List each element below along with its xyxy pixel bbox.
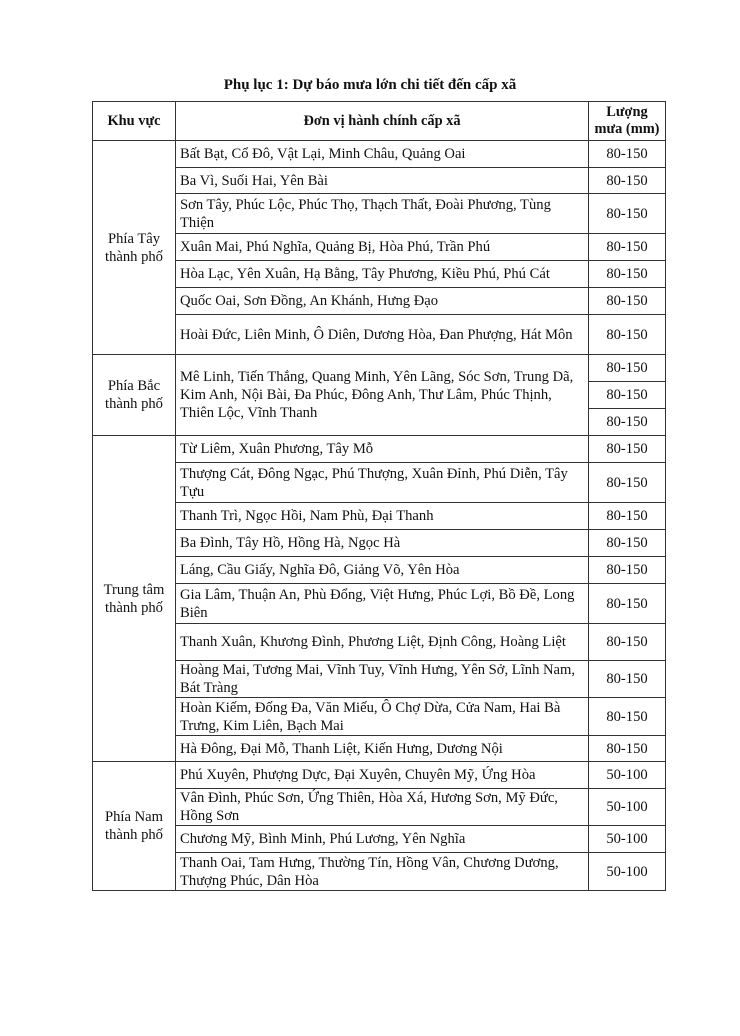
- rain-cell: 80-150: [589, 530, 666, 557]
- region-cell-center: [93, 436, 176, 762]
- unit-cell: Láng, Cầu Giấy, Nghĩa Đô, Giảng Võ, Yên Hòa: [176, 557, 589, 584]
- unit-cell: Thanh Trì, Ngọc Hồi, Nam Phù, Đại Thanh: [176, 503, 589, 530]
- unit-cell: Chương Mỹ, Bình Minh, Phú Lương, Yên Nghĩa: [176, 826, 589, 853]
- unit-cell: Hoàn Kiếm, Đống Đa, Văn Miếu, Ô Chợ Dừa, Cửa Nam, Hai Bà Trưng, Kim Liên, Bạch Mai: [176, 698, 589, 736]
- rain-cell: 80-150: [589, 436, 666, 463]
- region-label-line1: Phía Bắc: [107, 378, 161, 394]
- rain-cell: 80-150: [589, 382, 666, 409]
- rain-cell: 80-150: [589, 463, 666, 503]
- region-cell-south: [93, 762, 176, 891]
- region-label-line1: Phía Nam: [105, 809, 163, 825]
- rain-cell: 80-150: [589, 736, 666, 762]
- rain-cell: 80-150: [589, 698, 666, 736]
- unit-cell: Ba Đình, Tây Hồ, Hồng Hà, Ngọc Hà: [176, 530, 589, 557]
- rain-cell: 80-150: [589, 194, 666, 234]
- region-label-line2: thành phố: [105, 396, 163, 412]
- rain-cell: 80-150: [589, 141, 666, 168]
- table-row: [93, 168, 666, 194]
- unit-cell: Gia Lâm, Thuận An, Phù Đổng, Việt Hưng, Phúc Lợi, Bồ Đề, Long Biên: [176, 584, 589, 624]
- unit-cell: Quốc Oai, Sơn Đồng, An Khánh, Hưng Đạo: [176, 288, 589, 315]
- rain-cell: 80-150: [589, 261, 666, 288]
- rain-cell: 80-150: [589, 557, 666, 584]
- region-label-line2: thành phố: [105, 827, 163, 843]
- unit-cell: Từ Liêm, Xuân Phương, Tây Mỗ: [176, 436, 589, 463]
- table-row: [93, 698, 666, 736]
- unit-cell: Hà Đông, Đại Mỗ, Thanh Liệt, Kiến Hưng, Dương Nội: [176, 736, 589, 762]
- header-rain: [589, 102, 666, 141]
- page-title: Phụ lục 1: Dự báo mưa lớn chi tiết đến cấp xã: [223, 77, 517, 93]
- table-row: [93, 141, 666, 168]
- rain-cell: 50-100: [589, 762, 666, 789]
- unit-cell: Vân Đình, Phúc Sơn, Ứng Thiên, Hòa Xá, Hương Sơn, Mỹ Đức, Hồng Sơn: [176, 789, 589, 826]
- rainfall-table: [92, 101, 666, 891]
- unit-cell: Thượng Cát, Đông Ngạc, Phú Thượng, Xuân Đỉnh, Phú Diễn, Tây Tựu: [176, 463, 589, 503]
- rain-cell: 80-150: [589, 168, 666, 194]
- unit-cell: Bất Bạt, Cổ Đô, Vật Lại, Minh Châu, Quảng Oai: [176, 141, 589, 168]
- rain-cell: 80-150: [589, 355, 666, 382]
- table-row: [93, 789, 666, 826]
- table-row: [93, 826, 666, 853]
- region-label-line2: thành phố: [105, 248, 163, 265]
- table-row: [93, 315, 666, 355]
- table-row: [93, 661, 666, 698]
- rain-cell: 50-100: [589, 789, 666, 826]
- unit-cell: Mê Linh, Tiến Thắng, Quang Minh, Yên Lãng, Sóc Sơn, Trung Dã, Kim Anh, Nội Bài, Đa Phúc, Đông Anh, Thư Lâm, Phúc Thịnh, Thiên Lộc, Vĩnh Thanh: [176, 355, 589, 436]
- table-row: [93, 436, 666, 463]
- rain-cell: 80-150: [589, 288, 666, 315]
- table-row: [93, 261, 666, 288]
- header-rain-line2: mưa (mm): [594, 121, 660, 137]
- header-region: Khu vực: [93, 102, 176, 141]
- unit-cell: Hòa Lạc, Yên Xuân, Hạ Bằng, Tây Phương, Kiều Phú, Phú Cát: [176, 261, 589, 288]
- rain-cell: 80-150: [589, 234, 666, 261]
- table-row: [93, 853, 666, 891]
- table-row: [93, 194, 666, 234]
- unit-cell: Xuân Mai, Phú Nghĩa, Quảng Bị, Hòa Phú, Trần Phú: [176, 234, 589, 261]
- table-row: [93, 234, 666, 261]
- region-label-line1: Trung tâm: [103, 581, 165, 598]
- region-cell-west: [93, 141, 176, 355]
- unit-cell: Thanh Xuân, Khương Đình, Phương Liệt, Định Công, Hoàng Liệt: [176, 624, 589, 661]
- table-row: [93, 463, 666, 503]
- table-row: [93, 762, 666, 789]
- table-row: [93, 736, 666, 762]
- unit-cell: Hoàng Mai, Tương Mai, Vĩnh Tuy, Vĩnh Hưng, Yên Sở, Lĩnh Nam, Bát Tràng: [176, 661, 589, 698]
- rain-cell: 80-150: [589, 624, 666, 661]
- rain-cell: 50-100: [589, 826, 666, 853]
- table-row: [93, 355, 666, 382]
- rain-cell: 80-150: [589, 315, 666, 355]
- unit-cell: Ba Vì, Suối Hai, Yên Bài: [176, 168, 589, 194]
- region-label-line1: Phía Tây: [107, 230, 161, 247]
- region-label-line2: thành phố: [105, 599, 163, 616]
- unit-cell: Hoài Đức, Liên Minh, Ô Diên, Dương Hòa, Đan Phượng, Hát Môn: [176, 315, 589, 355]
- table-row: [93, 624, 666, 661]
- rain-cell: 50-100: [589, 853, 666, 891]
- unit-cell: Sơn Tây, Phúc Lộc, Phúc Thọ, Thạch Thất, Đoài Phương, Tùng Thiện: [176, 194, 589, 234]
- header-unit: Đơn vị hành chính cấp xã: [176, 102, 589, 141]
- rain-cell: 80-150: [589, 584, 666, 624]
- table-row: [93, 530, 666, 557]
- rain-cell: 80-150: [589, 661, 666, 698]
- table-row: [93, 503, 666, 530]
- table-row: [93, 288, 666, 315]
- table-row: [93, 584, 666, 624]
- table-row: [93, 557, 666, 584]
- unit-cell: Thanh Oai, Tam Hưng, Thường Tín, Hồng Vân, Chương Dương, Thượng Phúc, Dân Hòa: [176, 853, 589, 891]
- rain-cell: 80-150: [589, 503, 666, 530]
- header-rain-line1: Lượng: [606, 104, 648, 120]
- region-cell-north: [93, 355, 176, 436]
- rain-cell: 80-150: [589, 409, 666, 436]
- table-header-row: [93, 102, 666, 141]
- unit-cell: Phú Xuyên, Phượng Dực, Đại Xuyên, Chuyên Mỹ, Ứng Hòa: [176, 762, 589, 789]
